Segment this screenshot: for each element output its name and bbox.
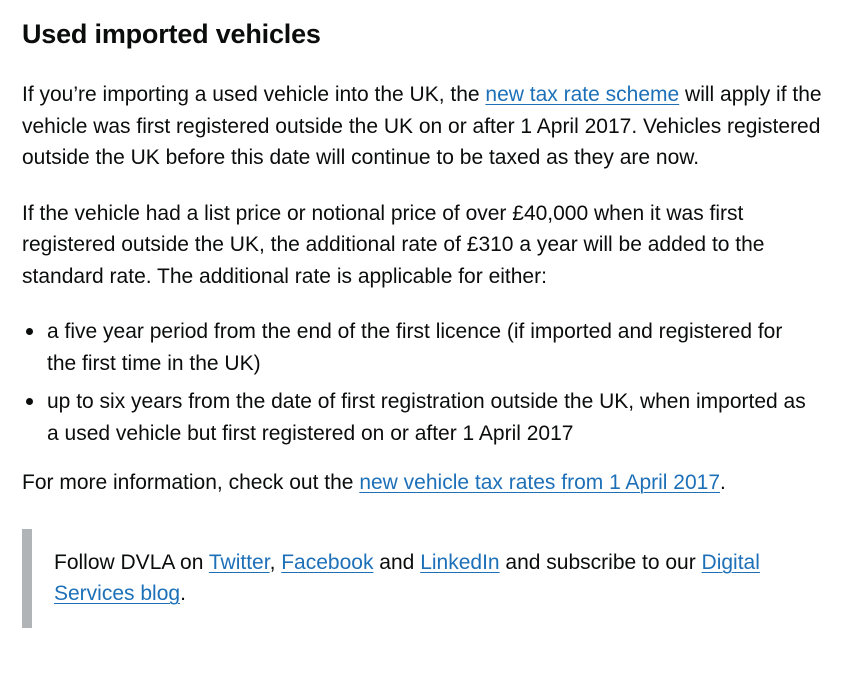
bullet-icon	[26, 398, 33, 405]
more-information-paragraph	[22, 467, 842, 499]
additional-rate-paragraph: If the vehicle had a list price or notional price of over £40,000 when it was first registered outside the UK, the additional rate of £310 a year will be added to the standard rate. The additional rate is applicable for either:	[22, 201, 765, 288]
bullet-icon	[26, 328, 33, 335]
digital-services-blog-link[interactable]: Digital Services blog	[54, 550, 760, 605]
inset-text-segment: and subscribe to our	[499, 550, 702, 574]
list-item-text: up to six years from the date of first registration outside the UK, when imported as a used vehicle but first registered on or after 1 April 2017	[47, 390, 806, 445]
additional-rate-periods-list	[22, 316, 812, 449]
paragraph-text: will apply if the vehicle was first registered outside the UK on or after 1 April 2017. Vehicles registered outside the UK before this date will continue to be taxed as they are now.	[22, 83, 822, 169]
follow-dvla-inset	[22, 529, 794, 628]
paragraph-text: If you’re importing a used vehicle into the UK, the	[22, 83, 486, 106]
inset-text-segment: and	[373, 550, 421, 574]
facebook-link[interactable]: Facebook	[281, 550, 374, 574]
new-tax-rate-scheme-link[interactable]: new tax rate scheme	[485, 83, 680, 106]
import-scheme-paragraph	[22, 79, 822, 174]
inset-text	[54, 547, 794, 610]
twitter-link[interactable]: Twitter	[208, 550, 270, 574]
inset-text-segment: Follow DVLA on	[54, 550, 209, 574]
section-heading: Used imported vehicles	[22, 19, 321, 49]
list-item	[22, 386, 812, 449]
inset-text-segment: ,	[269, 550, 282, 574]
paragraph-text: .	[720, 471, 726, 494]
list-item	[22, 316, 812, 379]
list-item-text: a five year period from the end of the first licence (if imported and registered for the first time in the UK)	[47, 320, 783, 375]
paragraph-text: For more information, check out the	[22, 471, 360, 494]
inset-text-segment: .	[180, 582, 186, 605]
linkedin-link[interactable]: LinkedIn	[420, 550, 500, 574]
new-vehicle-tax-rates-link[interactable]: new vehicle tax rates from 1 April 2017	[359, 471, 720, 494]
